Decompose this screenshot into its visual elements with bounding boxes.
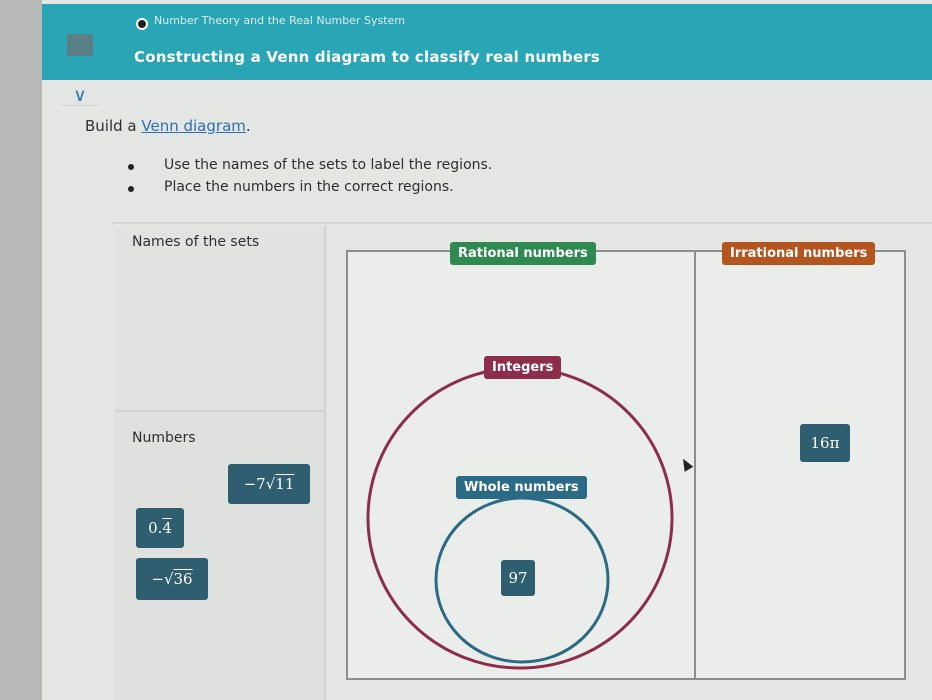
chip-text: 0. [148, 519, 163, 537]
chip-prefix: −7 [243, 475, 266, 493]
menu-icon[interactable] [67, 34, 93, 56]
chip-radicand: 11 [275, 475, 295, 493]
instruction-item: Place the numbers in the correct regions. [128, 179, 492, 201]
numbers-panel [114, 410, 326, 700]
left-gutter [0, 0, 42, 700]
integers-label[interactable]: Integers [484, 356, 561, 379]
chip-prefix: − [151, 570, 164, 588]
placed-number-chip[interactable]: 16π [800, 424, 850, 462]
number-chip[interactable] [136, 508, 184, 548]
instruction-prefix: Build a [85, 117, 142, 135]
instruction-suffix: . [245, 117, 251, 135]
number-chip[interactable]: −7 √ 11 [228, 464, 310, 504]
integers-circle[interactable] [368, 368, 672, 668]
venn-diagram-link[interactable]: Venn diagram [141, 117, 246, 135]
set-names-panel [114, 226, 326, 412]
instruction-list [128, 157, 492, 201]
placed-number-chip[interactable]: 97 [501, 560, 535, 596]
numbers-label: Numbers [132, 430, 196, 446]
status-dot-icon [136, 18, 148, 30]
whole-numbers-label[interactable]: Whole numbers [456, 476, 587, 499]
page-title: Constructing a Venn diagram to classify real numbers [134, 48, 601, 66]
chip-repeat: 4 [162, 519, 172, 537]
breadcrumb: Number Theory and the Real Number System [154, 14, 406, 27]
chip-radicand: 36 [173, 570, 193, 588]
instruction-item: Use the names of the sets to label the regions. [128, 157, 492, 179]
header-bar [42, 4, 932, 80]
section-divider [112, 222, 932, 224]
instruction-heading [85, 117, 251, 135]
chevron-down-icon[interactable]: ∨ [62, 86, 98, 106]
rational-numbers-label[interactable]: Rational numbers [450, 242, 596, 265]
number-chip[interactable]: − √ 36 [136, 558, 208, 600]
venn-circles [346, 250, 906, 680]
set-names-label: Names of the sets [132, 234, 260, 250]
irrational-numbers-label[interactable]: Irrational numbers [722, 242, 875, 265]
